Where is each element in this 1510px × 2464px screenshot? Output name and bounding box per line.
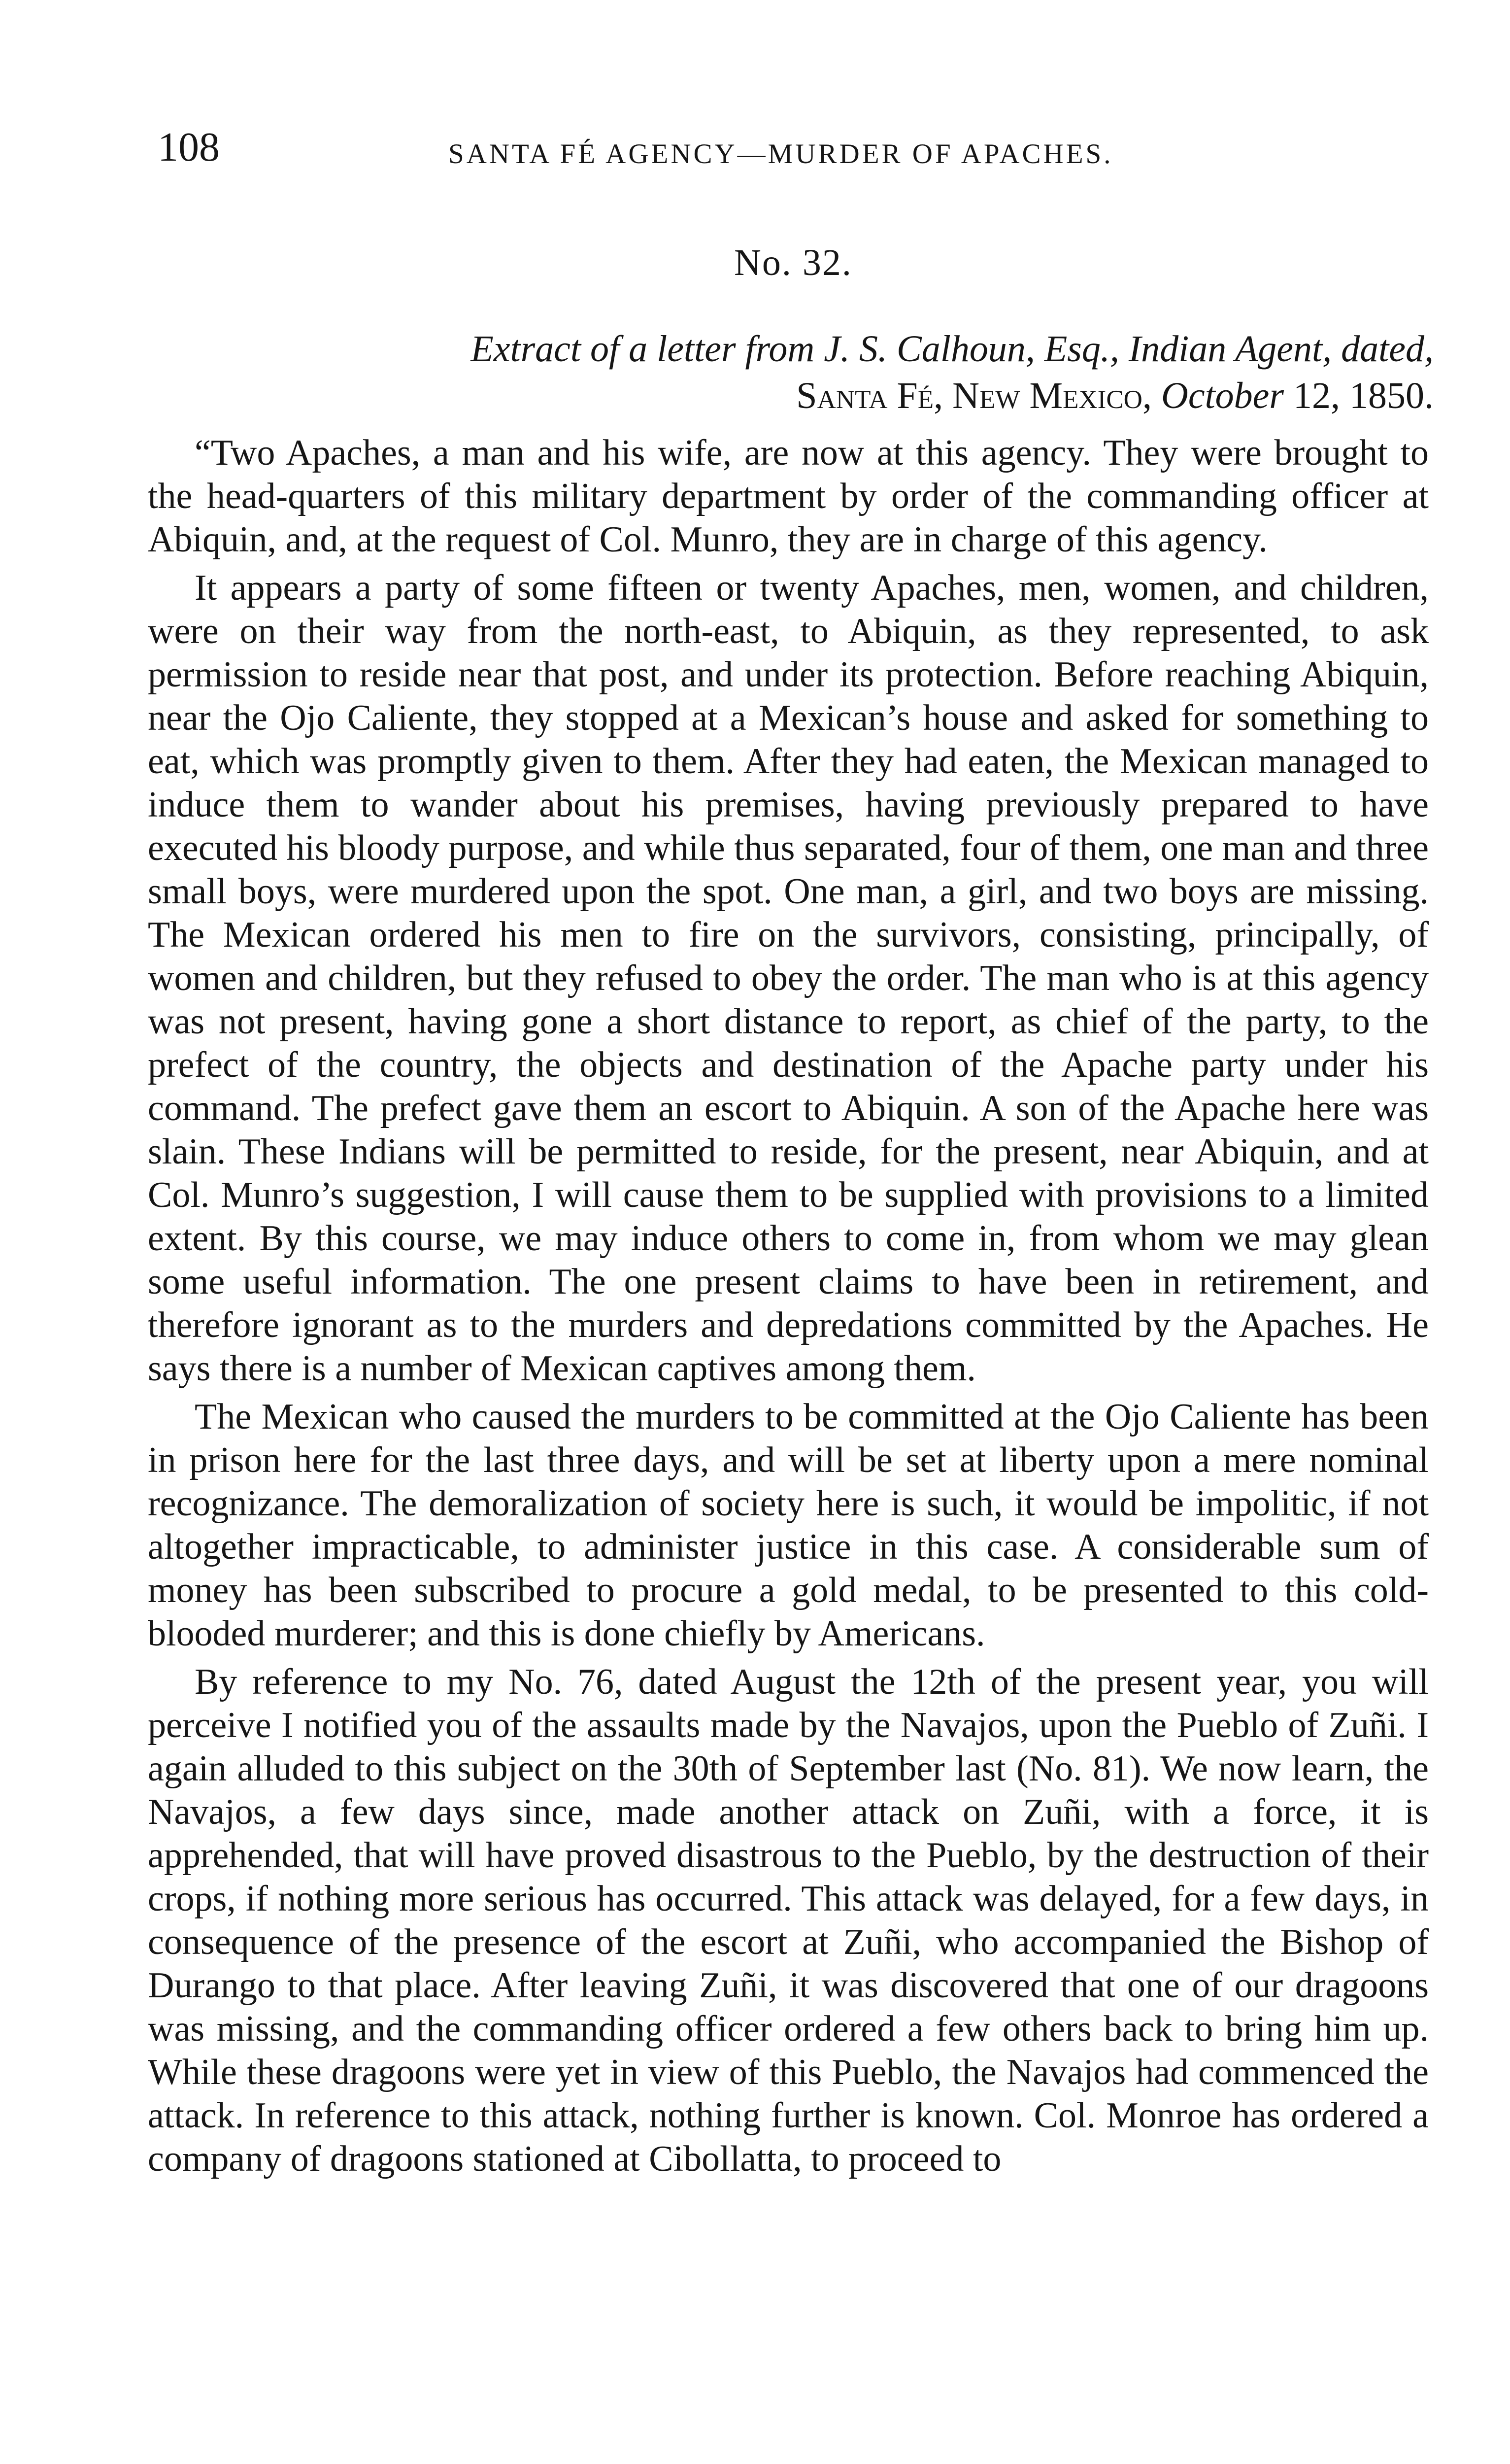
dateline-place: Santa Fé, New Mexico, xyxy=(796,375,1152,416)
page-header xyxy=(158,123,1419,182)
extract-heading: Extract of a letter from J. S. Calhoun, Esq., Indian Agent, dated, xyxy=(470,328,1434,370)
paragraph-2: It appears a party of some fifteen or twenty Apaches, men, women, and children, were on their way from the north-east, to Abiquin, as they represented, to ask permission to reside near that post, and under its protection. Before reaching Abiquin, near the Ojo Caliente, they stopped at a Mexican’s house and asked for something to eat, which was promptly given to them. After they had eaten, the Mexican managed to induce them to wander about his premises, having previously prepared to have executed his bloody purpose, and while thus separated, four of them, one man and three small boys, were murdered upon the spot. One man, a girl, and two boys are missing. The Mexican ordered his men to fire on the survivors, consisting, principally, of women and children, but they refused to obey the order. The man who is at this agency was not present, having gone a short distance to report, as chief of the party, to the prefect of the country, the objects and destination of the Apache party under his command. The prefect gave them an escort to Abiquin. A son of the Apache here was slain. These Indians will be permitted to reside, for the present, near Abiquin, and at Col. Munro’s suggestion, I will cause them to be supplied with provisions to a limited extent. By this course, we may induce others to come in, from whom we may glean some useful information. The one present claims to have been in retirement, and therefore ignorant as to the murders and depredations committed by the Apaches. He says there is a number of Mexican captives among them. xyxy=(148,568,1429,1389)
paragraph-3: The Mexican who caused the murders to be committed at the Ojo Caliente has been in prison here for the last three days, and will be set at liberty upon a mere nominal recognizance. The demoralization of society here is such, it would be impolitic, if not altogether impracticable, to administer justice in this case. A considerable sum of money has been subscribed to procure a gold medal, to be presented to this cold-blooded murderer; and this is done chiefly by Americans. xyxy=(148,1397,1429,1654)
paragraph-1: “Two Apaches, a man and his wife, are now at this agency. They were brought to the head-quarters of this military department by order of the commanding officer at Abiquin, and, at the request of Col. Munro, they are in charge of this agency. xyxy=(148,433,1429,560)
dateline xyxy=(493,375,1434,417)
letter-body xyxy=(148,431,1429,2186)
page-number: 108 xyxy=(158,124,220,170)
dateline-day-year: 12, 1850. xyxy=(1293,375,1434,416)
paragraph-4: By reference to my No. 76, dated August the 12th of the present year, you will perceive I notified you of the assaults made by the Navajos, upon the Pueblo of Zuñi. I again alluded to this subject on the 30th of September last (No. 81). We now learn, the Navajos, a few days since, made another attack on Zuñi, with a force, it is apprehended, that will have proved disastrous to the Pueblo, by the destruction of their crops, if nothing more serious has occurred. This attack was delayed, for a few days, in consequence of the presence of the escort at Zuñi, who accompanied the Bishop of Durango to that place. After leaving Zuñi, it was discovered that one of our dragoons was missing, and the commanding officer ordered a few others back to bring him up. While these dragoons were yet in view of this Pueblo, the Navajos had commenced the attack. In reference to this attack, nothing further is known. Col. Monroe has ordered a company of dragoons stationed at Cibollatta, to proceed to xyxy=(148,1662,1429,2179)
dateline-month: October xyxy=(1161,375,1284,416)
running-head: SANTA FÉ AGENCY—MURDER OF APACHES. xyxy=(448,138,1113,170)
document-number: No. 32. xyxy=(734,242,852,283)
